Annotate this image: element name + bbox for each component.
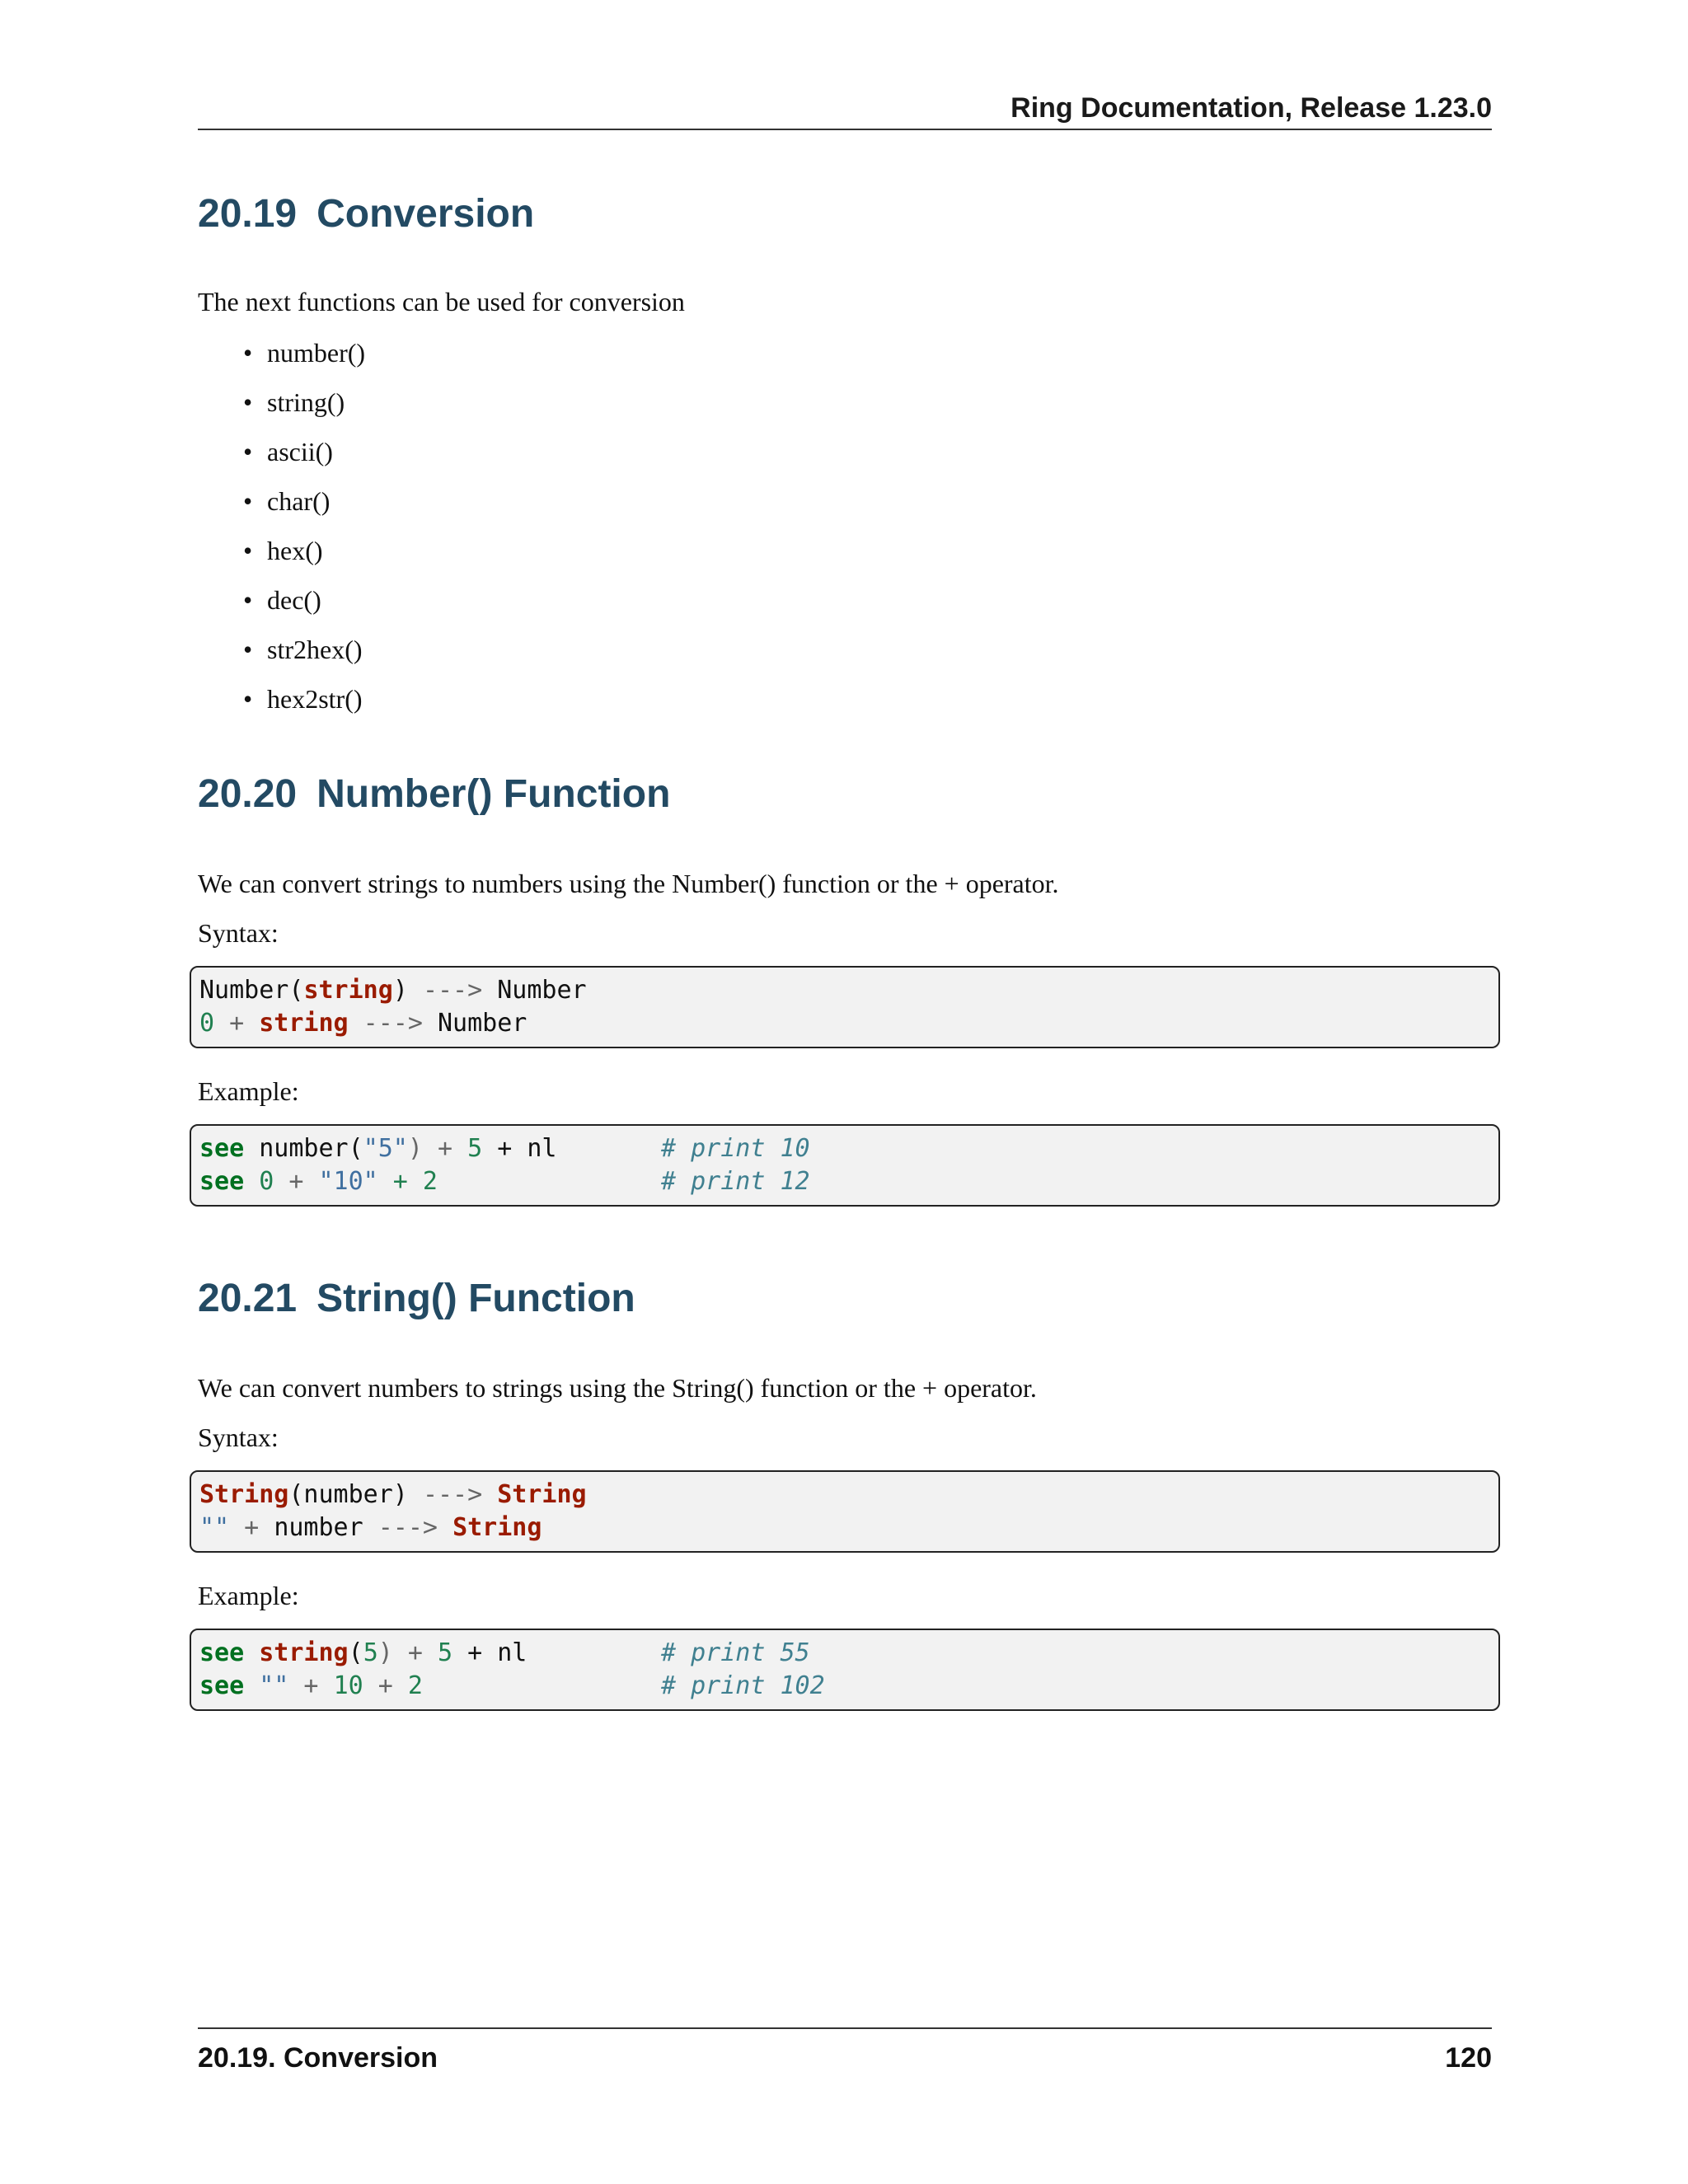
header-title: Ring Documentation, Release 1.23.0 [1010, 92, 1492, 124]
code-token: string [303, 976, 393, 1005]
code-token: (number) [288, 1480, 423, 1509]
section-number: 20.19 [198, 192, 298, 236]
footer-section-title: 20.19. Conversion [198, 2042, 438, 2074]
list-item: • string() [198, 382, 365, 432]
section-title: Conversion [316, 192, 535, 236]
string-intro: We can convert numbers to strings using the String() function or the + operator. [198, 1373, 1037, 1403]
string-example-code-block [190, 1629, 1500, 1711]
code-token: 5 [438, 1638, 453, 1667]
list-item: • char() [198, 481, 365, 531]
code-token [482, 1480, 497, 1509]
list-item: • hex2str() [198, 679, 365, 729]
section-heading-conversion [198, 191, 534, 237]
code-token [244, 1167, 259, 1196]
section-heading-string-function [198, 1276, 635, 1321]
code-token: + [274, 1167, 319, 1196]
conversion-intro: The next functions can be used for conversion [198, 287, 685, 316]
code-token: Number [438, 1009, 528, 1038]
code-line [199, 1637, 1490, 1670]
code-line [199, 1165, 1490, 1198]
code-token: + [363, 1671, 408, 1700]
code-token: 0 [259, 1167, 274, 1196]
code-line [199, 1670, 1490, 1703]
code-token: string [259, 1009, 349, 1038]
code-token: String [497, 1480, 587, 1509]
code-token: 5 [467, 1134, 483, 1163]
code-token: string [259, 1638, 349, 1667]
section-number: 20.20 [198, 772, 298, 816]
number-intro: We can convert strings to numbers using the Number() function or the + operator. [198, 869, 1059, 898]
list-item: • str2hex() [198, 630, 365, 679]
section-title: Number() Function [316, 772, 671, 816]
section-number: 20.21 [198, 1277, 298, 1320]
code-token: 0 [199, 1009, 215, 1038]
code-token: "" [259, 1671, 289, 1700]
code-token: see [199, 1167, 245, 1196]
code-token: "10" [318, 1167, 378, 1196]
code-token: ---> [422, 976, 483, 1005]
section-title: String() Function [316, 1277, 635, 1320]
code-token: ( [348, 1638, 363, 1667]
number-syntax-code-block [190, 966, 1500, 1048]
list-item: • dec() [198, 580, 365, 630]
number-example-label: Example: [198, 1076, 299, 1106]
code-token: ) + [407, 1134, 468, 1163]
section-heading-number-function [198, 771, 670, 817]
code-token: ---> [377, 1513, 453, 1542]
code-token: see [199, 1134, 245, 1163]
number-syntax-label: Syntax: [198, 918, 279, 948]
code-token: 2 [407, 1671, 423, 1700]
code-token: Number [482, 976, 587, 1005]
code-token: + 2 [377, 1167, 438, 1196]
code-token: ---> [348, 1009, 438, 1038]
code-token: String [199, 1480, 289, 1509]
conversion-function-list [198, 333, 365, 729]
list-item: • number() [198, 333, 365, 382]
code-token: + nl [452, 1638, 528, 1667]
code-token: String [452, 1513, 542, 1542]
code-token: "" [199, 1513, 230, 1542]
code-line [199, 1479, 1490, 1511]
code-line [199, 1511, 1490, 1544]
code-token: 10 [333, 1671, 363, 1700]
code-token: + [288, 1671, 334, 1700]
string-syntax-code-block [190, 1470, 1500, 1553]
string-example-label: Example: [198, 1581, 299, 1610]
code-token: + [229, 1513, 274, 1542]
code-token: see [199, 1638, 245, 1667]
code-token: + [214, 1009, 260, 1038]
page-number: 120 [1445, 2042, 1492, 2074]
code-line [199, 1007, 1490, 1040]
code-comment: # print 10 [661, 1134, 810, 1163]
code-token: ) + [377, 1638, 438, 1667]
code-comment: # print 55 [661, 1638, 810, 1667]
string-syntax-label: Syntax: [198, 1422, 279, 1452]
code-token: Number( [199, 976, 304, 1005]
code-token [244, 1638, 259, 1667]
code-comment: # print 12 [661, 1167, 810, 1196]
list-item: • hex() [198, 531, 365, 580]
code-comment: # print 102 [661, 1671, 825, 1700]
code-line [199, 974, 1490, 1007]
footer-rule [198, 2027, 1492, 2029]
code-token: number( [244, 1134, 363, 1163]
code-token: number [274, 1513, 378, 1542]
code-token: 5 [363, 1638, 378, 1667]
header-rule [198, 129, 1492, 130]
code-token: "5" [363, 1134, 408, 1163]
code-line [199, 1132, 1490, 1165]
list-item: • ascii() [198, 432, 365, 481]
code-token: ---> [422, 1480, 483, 1509]
number-example-code-block [190, 1124, 1500, 1207]
code-token: see [199, 1671, 245, 1700]
code-token: + nl [482, 1134, 557, 1163]
code-token [244, 1671, 259, 1700]
code-token: ) [392, 976, 423, 1005]
